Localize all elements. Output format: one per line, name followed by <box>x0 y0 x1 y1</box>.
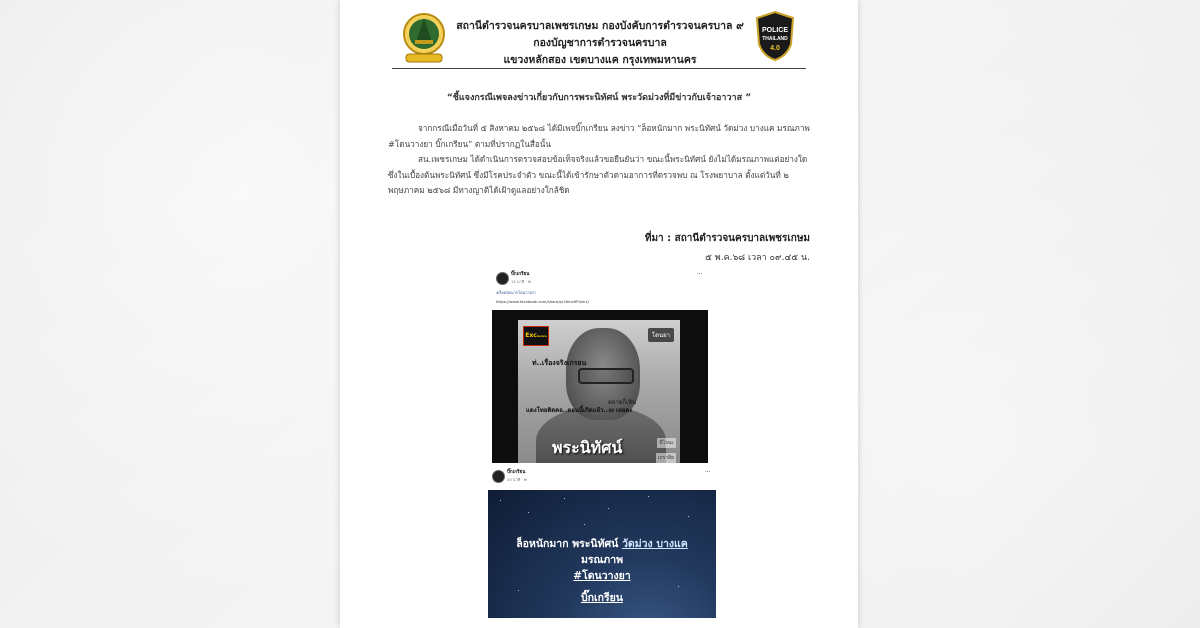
page-avatar <box>496 272 509 285</box>
post-link: https://www.facebook.com/share/p/16mz9P4sh1/ <box>496 299 589 304</box>
headline-line-3: #โดนวางยา <box>573 570 631 582</box>
badge-mid-text: THAILAND <box>762 36 788 42</box>
post-2-image <box>488 490 716 618</box>
facebook-post-2 <box>488 466 716 628</box>
page-name: บิ๊กเกรียน <box>511 272 530 277</box>
badge-text: Exc <box>525 332 537 339</box>
letterhead-text <box>450 18 750 69</box>
more-options-icon: ··· <box>696 270 702 278</box>
overlay-caption-3: แดงโทยติดคอ..ตอนนี้เกิดแล้ว..งง เลยคะ <box>526 407 633 414</box>
source-line: ที่มา : สถานีตำรวจนครบาลเพชรเกษม <box>644 233 810 244</box>
overlay-caption-1: ท่..เรื่องจริงเกรยน <box>532 359 587 367</box>
facebook-post-1 <box>492 268 708 463</box>
post-hashtag: #ล็อหนักมากโดนวางยา <box>496 290 536 295</box>
date-line: ๕ พ.ค.๖๘ เวลา ๐๙.๔๕ น. <box>705 253 810 263</box>
headline-line-1 <box>488 536 716 552</box>
post-2-header <box>488 466 716 488</box>
badge-bottom-text: 4.0 <box>770 45 780 52</box>
headline-part-b: วัดม่วง บางแค <box>622 538 688 550</box>
post-1-image <box>492 310 708 463</box>
exclusive-badge <box>523 326 549 346</box>
overlay-name: พระนิทัศน์ <box>552 438 623 457</box>
page-name: บิ๊กเกรียน <box>507 470 526 475</box>
police-station-emblem <box>402 10 446 66</box>
paragraph-2-text: สน.เพชรเกษม ได้ดำเนินการตรวจสอบข้อเท็จจริงแล้วขอยืนยันว่า ขณะนี้พระนิทัศน์ ยังไม่ได้มรณภาพแต่อย่างใด ซึ่งในเบื้องต้นพระนิทัศน์ ซึ่งมีโรคประจำตัว ขณะนี้ได้เข้ารักษาตัวตามอาการที่ตรวจพบ ณ โรงพยาบาล ตั้งแต่วันที่ ๒ พฤษภาคม ๒๕๖๘ มีทางญาติได้เฝ้าดูแลอย่างใกล้ชิด <box>388 154 808 195</box>
post-1-header <box>492 268 708 290</box>
station-address: แขวงหลักสอง เขตบางแค กรุงเทพมหานคร <box>503 54 697 66</box>
post-2-headline <box>488 536 716 606</box>
headline-line-4: บิ๊กเกรียน <box>581 592 623 604</box>
station-name: สถานีตำรวจนครบาลเพชรเกษม กองบังคับการตำรวจนครบาล ๙ <box>456 20 744 32</box>
glasses-shape <box>578 368 634 384</box>
police-thailand-badge <box>754 10 796 62</box>
post-time: 20 นาที · ⊕ <box>507 477 528 482</box>
bureau-name: กองบัญชาการตำรวจนครบาล <box>533 37 667 49</box>
letterhead <box>340 8 858 72</box>
headline-part-a: ล็อหนักมาก พระนิทัศน์ <box>516 538 619 550</box>
overlay-small-2: เกราสิย <box>657 455 674 461</box>
post-time: 15 นาที · ⊕ <box>511 279 532 284</box>
paragraph-1-text: จากกรณีเมื่อวันที่ ๕ สิงหาคม ๒๕๖๘ ได้มีเพจบิ๊กเกรียน ลงข่าว “ล็อหนักมาก พระนิทัศน์ วัดม่วง บางแค มรณภาพ #โดนวางยา บิ๊กเกรียน” ตามที่ปรากฏในสื่อนั้น <box>388 123 810 149</box>
document-title: “ชี้แจงกรณีเพจลงข่าวเกี่ยวกับการพระนิทัศน์ พระวัดม่วงที่มีข่าวกับเจ้าอาวาส ” <box>446 93 752 103</box>
headline-line-2: มรณภาพ <box>580 554 624 566</box>
monk-photo <box>518 320 680 463</box>
page-avatar <box>492 470 505 483</box>
badge-top-text: POLICE <box>761 27 789 34</box>
paragraph-2 <box>388 152 812 199</box>
badge-sub-text: lusive <box>536 334 547 338</box>
header-divider <box>392 68 806 69</box>
paragraph-1 <box>388 121 812 152</box>
more-options-icon: ··· <box>704 468 710 476</box>
image-tag: โดนยา <box>648 328 674 342</box>
overlay-small-1: นี่ไรนะ <box>659 440 674 446</box>
document-page <box>340 0 858 628</box>
overlay-caption-2: ตถายก็เทิน <box>608 399 637 406</box>
